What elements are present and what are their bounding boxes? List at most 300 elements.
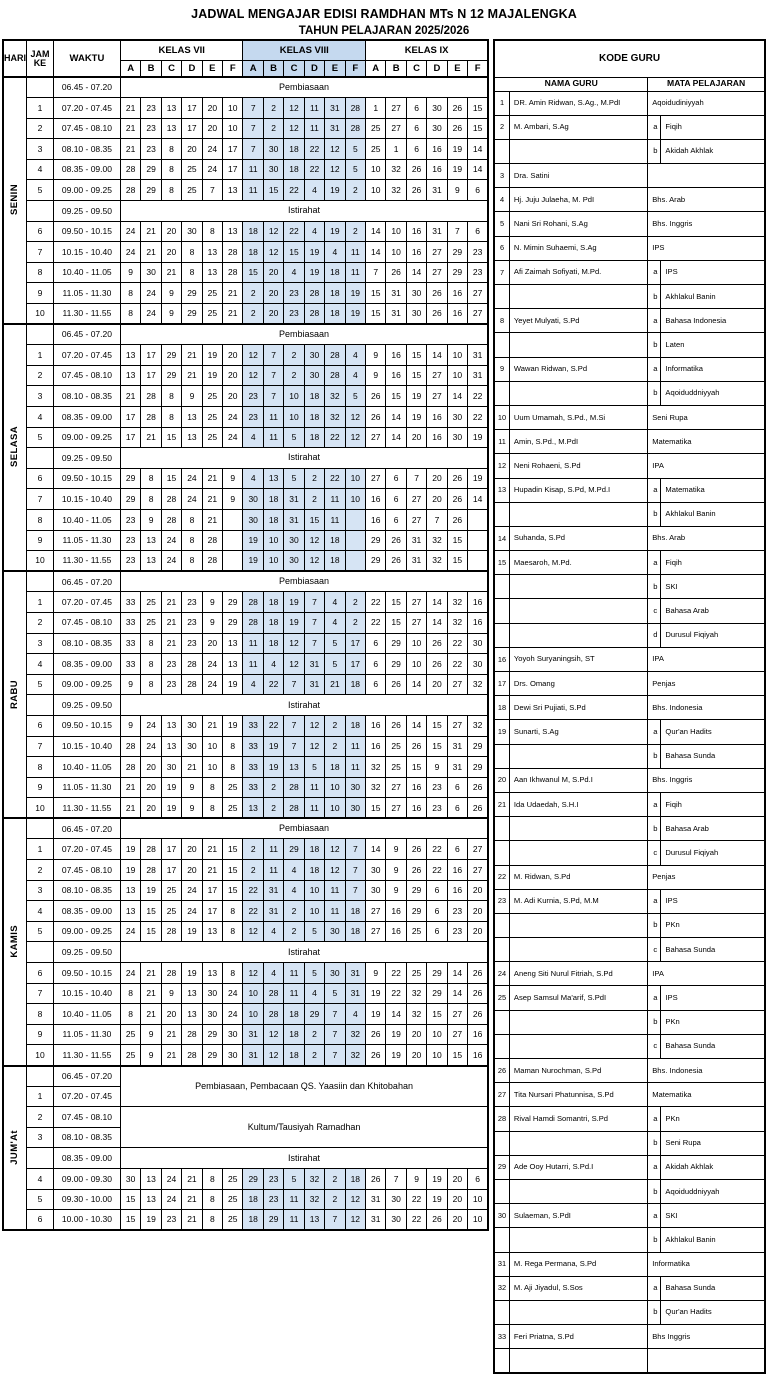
schedule-cell: 13 [141, 551, 161, 572]
teacher-subject-index: a [648, 357, 661, 381]
schedule-cell: 19 [141, 1210, 161, 1231]
schedule-cell: 21 [120, 118, 140, 139]
teacher-name: Neni Rohaeni, S.Pd [509, 454, 647, 478]
schedule-cell: 10 [202, 757, 222, 778]
schedule-cell: 18 [263, 633, 283, 654]
schedule-cell: 17 [202, 901, 222, 922]
schedule-cell: 12 [325, 159, 345, 180]
schedule-cell: 16 [447, 880, 467, 901]
teacher-subject: Durusul Fiqiyah [661, 623, 765, 647]
schedule-row [3, 407, 488, 428]
schedule-cell: 7 [243, 118, 263, 139]
schedule-cell: 2 [263, 98, 283, 119]
teacher-subject-index: a [648, 720, 661, 744]
teacher-row [494, 1325, 765, 1349]
schedule-cell: 15 [386, 612, 406, 633]
schedule-cell: 28 [141, 386, 161, 407]
jam-ke-cell: 4 [27, 407, 54, 428]
jam-ke-cell: 3 [27, 1127, 54, 1148]
schedule-row [3, 1045, 488, 1066]
schedule-cell: 31 [243, 1045, 263, 1066]
jam-ke-cell: 8 [27, 509, 54, 530]
schedule-cell: 19 [182, 921, 202, 942]
schedule-cell: 30 [243, 509, 263, 530]
teacher-row [494, 865, 765, 889]
schedule-cell: 11 [243, 180, 263, 201]
schedule-cell: 11 [345, 736, 365, 757]
schedule-cell: 29 [141, 159, 161, 180]
schedule-row [3, 1148, 488, 1169]
schedule-cell: 28 [325, 365, 345, 386]
schedule-cell: 2 [263, 798, 283, 819]
teacher-row [494, 1034, 765, 1058]
waktu-cell: 08.35 - 09.00 [53, 1148, 120, 1169]
schedule-cell: 21 [325, 674, 345, 695]
schedule-cell: 18 [304, 860, 324, 881]
jam-ke-cell: 7 [27, 489, 54, 510]
schedule-cell: 31 [263, 901, 283, 922]
schedule-cell: 22 [468, 386, 489, 407]
schedule-cell: 31 [304, 654, 324, 675]
teacher-subject: Bhs. Inggris [648, 212, 765, 236]
teacher-row [494, 164, 765, 188]
schedule-cell: 26 [366, 1024, 386, 1045]
schedule-cell: 16 [386, 921, 406, 942]
teacher-subject: Matematika [648, 1083, 765, 1107]
teacher-subject: Bahasa Sunda [661, 1276, 765, 1300]
schedule-cell: 28 [161, 921, 181, 942]
schedule-cell: 32 [406, 1004, 426, 1025]
schedule-row [3, 901, 488, 922]
schedule-cell: 28 [182, 654, 202, 675]
schedule-cell: 2 [243, 839, 263, 860]
schedule-cell: 25 [120, 1024, 140, 1045]
schedule-cell: 21 [202, 839, 222, 860]
schedule-cell: 21 [161, 592, 181, 613]
schedule-cell: 31 [447, 757, 467, 778]
schedule-row [3, 1189, 488, 1210]
schedule-cell: 26 [447, 489, 467, 510]
schedule-cell: 7 [447, 221, 467, 242]
schedule-row [3, 262, 488, 283]
schedule-cell: 23 [243, 386, 263, 407]
header-kelas-ix: KELAS IX [366, 40, 489, 60]
schedule-cell: 27 [468, 839, 489, 860]
teacher-name [509, 1179, 647, 1203]
schedule-cell: 23 [120, 509, 140, 530]
teacher-name: Rival Hamdi Somantri, S.Pd [509, 1107, 647, 1131]
teacher-row [494, 696, 765, 720]
schedule-cell: 13 [120, 365, 140, 386]
schedule-cell: 12 [325, 139, 345, 160]
teacher-row [494, 478, 765, 502]
schedule-cell: 9 [141, 1024, 161, 1045]
schedule-cell: 16 [468, 1024, 489, 1045]
schedule-cell: 13 [161, 98, 181, 119]
jam-ke-cell: 10 [27, 1045, 54, 1066]
schedule-cell: 21 [202, 860, 222, 881]
header-col-vii-a: A [120, 60, 140, 77]
schedule-cell: 9 [120, 262, 140, 283]
schedule-cell: 31 [386, 283, 406, 304]
teacher-subject-index: b [648, 1300, 661, 1324]
teacher-number [494, 381, 509, 405]
teacher-name: Hupadin Kisap, S.Pd, M.Pd.I [509, 478, 647, 502]
teacher-row [494, 309, 765, 333]
teacher-row [494, 1276, 765, 1300]
jam-ke-cell [27, 1066, 54, 1087]
teacher-subject: Bhs. Inggris [648, 768, 765, 792]
schedule-cell: 13 [120, 880, 140, 901]
day-label-jumat: JUM'At [3, 1066, 27, 1231]
jam-ke-cell: 1 [27, 839, 54, 860]
schedule-cell: 30 [182, 736, 202, 757]
teacher-number: 10 [494, 405, 509, 429]
schedule-cell: 31 [366, 1210, 386, 1231]
waktu-cell: 07.20 - 07.45 [53, 839, 120, 860]
schedule-cell: 29 [427, 963, 447, 984]
waktu-cell: 08.10 - 08.35 [53, 633, 120, 654]
schedule-cell: 32 [304, 1189, 324, 1210]
teacher-row [494, 91, 765, 115]
schedule-cell: 25 [223, 1189, 243, 1210]
schedule-cell: 11 [284, 1189, 304, 1210]
schedule-cell: 18 [243, 242, 263, 263]
schedule-cell: 28 [120, 159, 140, 180]
header-col-vii-c: C [161, 60, 181, 77]
waktu-cell: 08.35 - 09.00 [53, 654, 120, 675]
schedule-cell: 26 [468, 777, 489, 798]
schedule-cell: 7 [304, 612, 324, 633]
schedule-cell: 17 [182, 118, 202, 139]
schedule-cell: 25 [386, 757, 406, 778]
schedule-cell: 8 [202, 221, 222, 242]
schedule-cell: 23 [141, 118, 161, 139]
schedule-cell: 8 [202, 1168, 222, 1189]
schedule-cell: 27 [427, 242, 447, 263]
teacher-number [494, 599, 509, 623]
schedule-cell: 20 [427, 489, 447, 510]
schedule-row [3, 427, 488, 448]
schedule-cell: 15 [386, 386, 406, 407]
schedule-cell: 9 [447, 180, 467, 201]
schedule-cell: 2 [325, 1189, 345, 1210]
schedule-row [3, 963, 488, 984]
schedule-row [3, 1107, 488, 1128]
schedule-cell: 23 [263, 1189, 283, 1210]
waktu-cell: 10.15 - 10.40 [53, 489, 120, 510]
waktu-cell: 08.10 - 08.35 [53, 880, 120, 901]
schedule-cell: 22 [406, 1189, 426, 1210]
schedule-cell: 14 [386, 407, 406, 428]
schedule-cell: 8 [202, 798, 222, 819]
schedule-cell: 26 [366, 1045, 386, 1066]
waktu-cell: 09.00 - 09.30 [53, 1168, 120, 1189]
schedule-cell: 17 [120, 407, 140, 428]
schedule-cell: 11 [304, 798, 324, 819]
schedule-cell: 21 [120, 798, 140, 819]
teacher-name: M. Ridwan, S.Pd [509, 865, 647, 889]
schedule-cell: 2 [325, 1168, 345, 1189]
schedule-cell: 19 [263, 757, 283, 778]
teacher-subject: IPS [661, 986, 765, 1010]
schedule-cell: 10 [468, 1210, 489, 1231]
schedule-cell: 20 [182, 839, 202, 860]
schedule-cell: 8 [141, 654, 161, 675]
teacher-subject-index: a [648, 260, 661, 284]
schedule-cell: 10 [325, 777, 345, 798]
schedule-cell: 19 [202, 365, 222, 386]
schedule-cell: 22 [447, 633, 467, 654]
schedule-cell: 31 [243, 1024, 263, 1045]
schedule-row [3, 98, 488, 119]
header-col-viii-a: A [243, 60, 263, 77]
schedule-cell: 16 [366, 736, 386, 757]
teacher-subject-index: a [648, 986, 661, 1010]
schedule-cell: 19 [284, 592, 304, 613]
schedule-cell: 20 [406, 427, 426, 448]
schedule-cell: 26 [366, 386, 386, 407]
schedule-cell: 33 [120, 592, 140, 613]
schedule-cell: 12 [243, 345, 263, 366]
teacher-number: 31 [494, 1252, 509, 1276]
schedule-cell: 27 [366, 468, 386, 489]
schedule-cell: 18 [304, 839, 324, 860]
schedule-cell: 30 [120, 1168, 140, 1189]
waktu-cell: 06.45 - 07.20 [53, 324, 120, 345]
schedule-cell: 26 [386, 715, 406, 736]
teacher-subject: Bhs. Indonesia [648, 1059, 765, 1083]
teacher-subject-index: b [648, 817, 661, 841]
schedule-cell: 30 [304, 345, 324, 366]
jam-ke-cell: 9 [27, 1024, 54, 1045]
schedule-cell: 9 [182, 386, 202, 407]
teacher-number: 8 [494, 309, 509, 333]
teacher-row [494, 938, 765, 962]
schedule-cell: 26 [406, 736, 426, 757]
teacher-name: Yoyoh Suryaningsih, ST [509, 647, 647, 671]
waktu-cell: 06.45 - 07.20 [53, 77, 120, 98]
schedule-cell: 28 [263, 983, 283, 1004]
schedule-cell: 20 [141, 757, 161, 778]
schedule-cell: 15 [468, 118, 489, 139]
jam-ke-cell: 5 [27, 1189, 54, 1210]
schedule-cell: 2 [284, 345, 304, 366]
schedule-cell: 19 [223, 674, 243, 695]
schedule-cell: 12 [243, 963, 263, 984]
schedule-cell: 5 [325, 983, 345, 1004]
schedule-cell: 7 [304, 592, 324, 613]
schedule-cell: 16 [366, 715, 386, 736]
schedule-cell: 26 [386, 530, 406, 551]
teacher-number: 4 [494, 188, 509, 212]
teacher-subject-index: c [648, 841, 661, 865]
schedule-cell: 18 [345, 921, 365, 942]
schedule-cell: 8 [223, 757, 243, 778]
sheet-body [0, 39, 768, 1374]
schedule-cell: 22 [427, 860, 447, 881]
schedule-cell: 18 [304, 407, 324, 428]
schedule-cell: 7 [366, 262, 386, 283]
schedule-cell: 20 [427, 674, 447, 695]
waktu-cell: 10.40 - 11.05 [53, 262, 120, 283]
schedule-cell: 5 [284, 468, 304, 489]
schedule-cell: 25 [202, 304, 222, 325]
schedule-cell: 29 [406, 901, 426, 922]
schedule-cell: 5 [284, 427, 304, 448]
schedule-cell: 13 [284, 757, 304, 778]
schedule-cell: 29 [386, 633, 406, 654]
schedule-cell: 20 [202, 633, 222, 654]
schedule-cell: 23 [447, 921, 467, 942]
schedule-cell: 25 [141, 592, 161, 613]
schedule-cell: 21 [120, 98, 140, 119]
teacher-subject: IPA [648, 647, 765, 671]
teacher-subject: Qur'an Hadits [661, 1300, 765, 1324]
jam-ke-cell [27, 77, 54, 98]
schedule-cell: 12 [284, 118, 304, 139]
schedule-row [3, 201, 488, 222]
schedule-row [3, 304, 488, 325]
special-activity-cell: Pembiasaan [120, 818, 488, 839]
teacher-number: 27 [494, 1083, 509, 1107]
jam-ke-cell: 8 [27, 262, 54, 283]
schedule-cell [345, 509, 365, 530]
jam-ke-cell: 8 [27, 757, 54, 778]
teacher-subject: Fiqih [661, 551, 765, 575]
schedule-cell: 2 [243, 283, 263, 304]
schedule-cell: 12 [263, 1045, 283, 1066]
schedule-cell: 13 [202, 242, 222, 263]
jam-ke-cell: 1 [27, 592, 54, 613]
schedule-cell: 2 [345, 180, 365, 201]
schedule-cell: 21 [182, 1210, 202, 1231]
waktu-cell: 09.50 - 10.15 [53, 715, 120, 736]
waktu-cell: 11.30 - 11.55 [53, 551, 120, 572]
schedule-cell: 11 [243, 159, 263, 180]
waktu-cell: 07.20 - 07.45 [53, 98, 120, 119]
schedule-cell: 23 [468, 262, 489, 283]
jam-ke-cell: 7 [27, 242, 54, 263]
schedule-cell: 30 [386, 1189, 406, 1210]
schedule-cell: 17 [141, 365, 161, 386]
teacher-name [509, 744, 647, 768]
teacher-row [494, 1228, 765, 1252]
teacher-subject: IPA [648, 454, 765, 478]
schedule-cell: 22 [427, 839, 447, 860]
teacher-row [494, 502, 765, 526]
teacher-name: Suhanda, S.Pd [509, 526, 647, 550]
jam-ke-cell: 6 [27, 221, 54, 242]
schedule-cell: 4 [284, 880, 304, 901]
schedule-cell: 2 [304, 468, 324, 489]
teacher-number: 26 [494, 1059, 509, 1083]
teacher-subject: Bahasa Sunda [661, 744, 765, 768]
schedule-cell: 20 [447, 1189, 467, 1210]
schedule-cell: 12 [345, 407, 365, 428]
schedule-cell: 30 [182, 715, 202, 736]
waktu-cell: 09.25 - 09.50 [53, 695, 120, 716]
teacher-subject-index: c [648, 1034, 661, 1058]
schedule-cell: 28 [161, 509, 181, 530]
schedule-cell: 15 [161, 427, 181, 448]
schedule-cell: 21 [120, 777, 140, 798]
teacher-row [494, 672, 765, 696]
teacher-row [494, 1349, 765, 1373]
schedule-cell: 15 [120, 1189, 140, 1210]
schedule-row [3, 798, 488, 819]
schedule-cell: 22 [304, 139, 324, 160]
schedule-cell: 7 [284, 715, 304, 736]
teacher-row [494, 285, 765, 309]
schedule-cell: 29 [284, 839, 304, 860]
schedule-cell: 7 [263, 365, 283, 386]
schedule-cell: 22 [406, 1210, 426, 1231]
schedule-cell: 7 [202, 180, 222, 201]
schedule-cell: 28 [141, 839, 161, 860]
schedule-cell: 21 [141, 427, 161, 448]
schedule-cell: 2 [345, 612, 365, 633]
special-activity-cell: Pembiasaan [120, 324, 488, 345]
header-kelas-vii: KELAS VII [120, 40, 243, 60]
schedule-cell: 21 [182, 365, 202, 386]
teacher-number: 3 [494, 164, 509, 188]
teacher-subject: Bahasa Arab [661, 599, 765, 623]
schedule-cell: 4 [325, 612, 345, 633]
schedule-cell: 6 [468, 180, 489, 201]
schedule-cell: 23 [284, 283, 304, 304]
schedule-cell: 8 [120, 304, 140, 325]
schedule-cell: 18 [263, 489, 283, 510]
schedule-cell: 9 [202, 612, 222, 633]
special-activity-cell: Pembiasaan [120, 77, 488, 98]
teacher-row [494, 1083, 765, 1107]
schedule-cell: 11 [304, 777, 324, 798]
schedule-cell: 25 [406, 963, 426, 984]
schedule-cell: 28 [284, 798, 304, 819]
schedule-cell: 25 [141, 612, 161, 633]
schedule-cell: 16 [447, 860, 467, 881]
schedule-cell: 28 [120, 736, 140, 757]
schedule-cell: 31 [447, 736, 467, 757]
schedule-cell: 6 [468, 1168, 489, 1189]
schedule-cell: 31 [406, 530, 426, 551]
schedule-cell: 30 [345, 798, 365, 819]
schedule-cell: 32 [325, 407, 345, 428]
schedule-cell: 13 [161, 715, 181, 736]
schedule-cell: 25 [182, 180, 202, 201]
schedule-cell: 28 [223, 262, 243, 283]
schedule-cell: 15 [447, 1045, 467, 1066]
teacher-subject-index: b [648, 1131, 661, 1155]
schedule-cell: 20 [223, 345, 243, 366]
schedule-cell: 10 [427, 1045, 447, 1066]
schedule-cell: 18 [284, 159, 304, 180]
header-mata-pelajaran: MATA PELAJARAN [648, 77, 765, 91]
waktu-cell: 11.05 - 11.30 [53, 283, 120, 304]
schedule-cell: 4 [345, 345, 365, 366]
schedule-cell: 6 [406, 139, 426, 160]
teacher-subject [648, 1349, 765, 1373]
schedule-cell: 30 [345, 777, 365, 798]
schedule-cell: 29 [161, 365, 181, 386]
schedule-cell: 10 [427, 1024, 447, 1045]
schedule-cell: 18 [284, 1004, 304, 1025]
schedule-cell: 15 [406, 345, 426, 366]
schedule-cell: 9 [202, 592, 222, 613]
schedule-cell: 20 [182, 139, 202, 160]
schedule-cell: 7 [325, 1210, 345, 1231]
